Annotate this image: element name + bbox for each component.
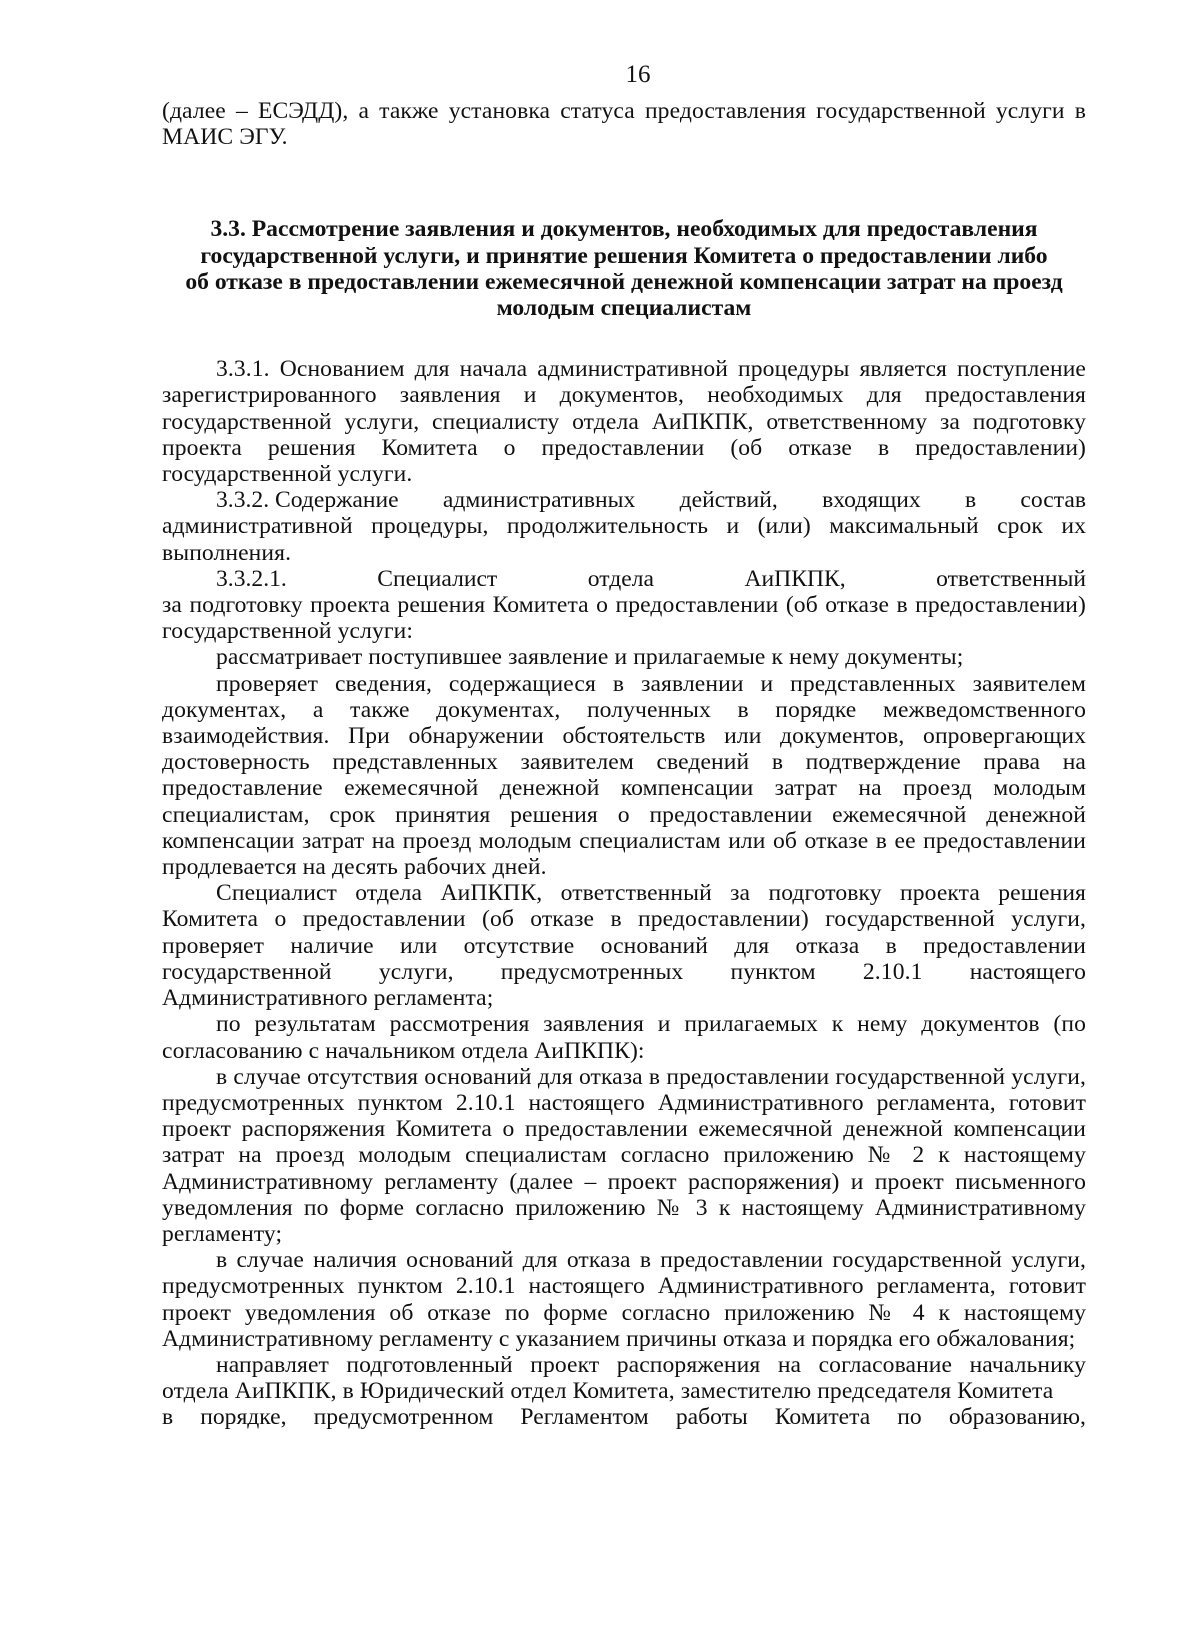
word: в [162,1404,174,1431]
document-page [162,60,1086,1431]
word: АиПКПК, [744,565,846,592]
word: Специалист [377,565,498,592]
paragraph-3-3-2-1-first-line [162,566,1086,592]
word: административных [442,487,636,514]
paragraph-specialist: Специалист отдела АиПКПК, ответственный за подготовку проекта решения Комитета о предоставлении (об отказе в предоставлении) государственной услуги, проверяет наличие или отсутствие оснований для отказа в предоставлении государственной услуги, предусмотренных пунктом 2.10.1 настоящего Административного регламента; [162,880,1086,1012]
paragraph-send-last-line [162,1404,1086,1430]
paragraph-results: по результатам рассмотрения заявления и прилагаемых к нему документов (по согласованию с начальником отдела АиПКПК): [162,1011,1086,1064]
heading-line: государственной услуги, и принятие решения Комитета о предоставлении либо [200,242,1048,269]
paragraph-presence: в случае наличия оснований для отказа в предоставлении государственной услуги, предусмотренных пунктом 2.10.1 настоящего Административного регламента, готовит проект уведомления об отказе по форме согласно приложению № 4 к настоящему Административному регламенту с указанием причины отказа и порядка его обжалования; [162,1247,1086,1352]
word: предусмотренном [313,1404,494,1431]
word: образованию, [948,1404,1086,1431]
paragraph-consider: рассматривает поступившее заявление и прилагаемые к нему документы; [216,644,964,671]
paragraph-3-3-1: 3.3.1. Основанием для начала административной процедуры является поступление зарегистрированного заявления и документов, необходимых для предоставления государственной услуги, специалисту отдела АиПКПК, ответственному за подготовку проекта решения Комитета о предоставлении (об отказе в предоставлении) государственной услуги. [162,356,1086,488]
word: состав [1020,487,1086,514]
section-heading [162,216,1086,321]
paragraph-3-3-2-first-line [162,487,1086,513]
word: действий, [679,487,778,514]
intro-paragraph: (далее – ЕСЭДД), а также установка статуса предоставления государственной услуги в МАИС ЭГУ. [162,98,1086,151]
paragraph-check: проверяет сведения, содержащиеся в заявлении и представленных заявителем документах, а также документах, полученных в порядке межведомственного взаимодействия. При обнаружении обстоятельств или документов, опровергающих достоверность представленных заявителем сведений в подтверждение права на предоставление ежемесячной денежной компенсации затрат на проезд молодым специалистам, срок принятия решения о предоставлении ежемесячной денежной компенсации затрат на проезд молодым специалистам или об отказе в ее предоставлении продлевается на десять рабочих дней. [162,670,1086,881]
word: по [897,1404,922,1431]
paragraph-absence: в случае отсутствия оснований для отказа в предоставлении государственной услуги, предусмотренных пунктом 2.10.1 настоящего Административного регламента, готовит проект распоряжения Комитета о предоставлении ежемесячной денежной компенсации затрат на проезд молодым специалистам согласно приложению № 2 к настоящему Административному регламенту (далее – проект распоряжения) и проект письменного уведомления по форме согласно приложению № 3 к настоящему Административному регламенту; [162,1063,1086,1247]
word: 3.3.2. Содержание [216,487,399,514]
word: работы [675,1404,748,1431]
word: Регламентом [520,1404,649,1431]
word: порядке, [200,1404,287,1431]
page-number: 16 [625,61,651,88]
paragraph-3-3-2-rest: административной процедуры, продолжительность и (или) максимальный срок их выполнения. [162,513,1086,566]
word: отдела [587,565,654,592]
word: входящих [822,487,921,514]
word: Комитета [774,1404,871,1431]
heading-line: молодым специалистам [496,295,752,322]
word: в [964,487,977,514]
paragraph-3-3-2-1-rest: за подготовку проекта решения Комитета о предоставлении (об отказе в предоставлении) государственной услуги: [162,592,1086,645]
heading-line: 3.3. Рассмотрение заявления и документов, необходимых для предоставления [210,216,1038,243]
word: ответственный [936,565,1086,592]
heading-line: об отказе в предоставлении ежемесячной денежной компенсации затрат на проезд [185,268,1063,295]
word: 3.3.2.1. [216,565,287,592]
paragraph-send: направляет подготовленный проект распоряжения на согласование начальнику отдела АиПКПК, в Юридический отдел Комитета, заместителю председателя Комитета [162,1351,1086,1405]
